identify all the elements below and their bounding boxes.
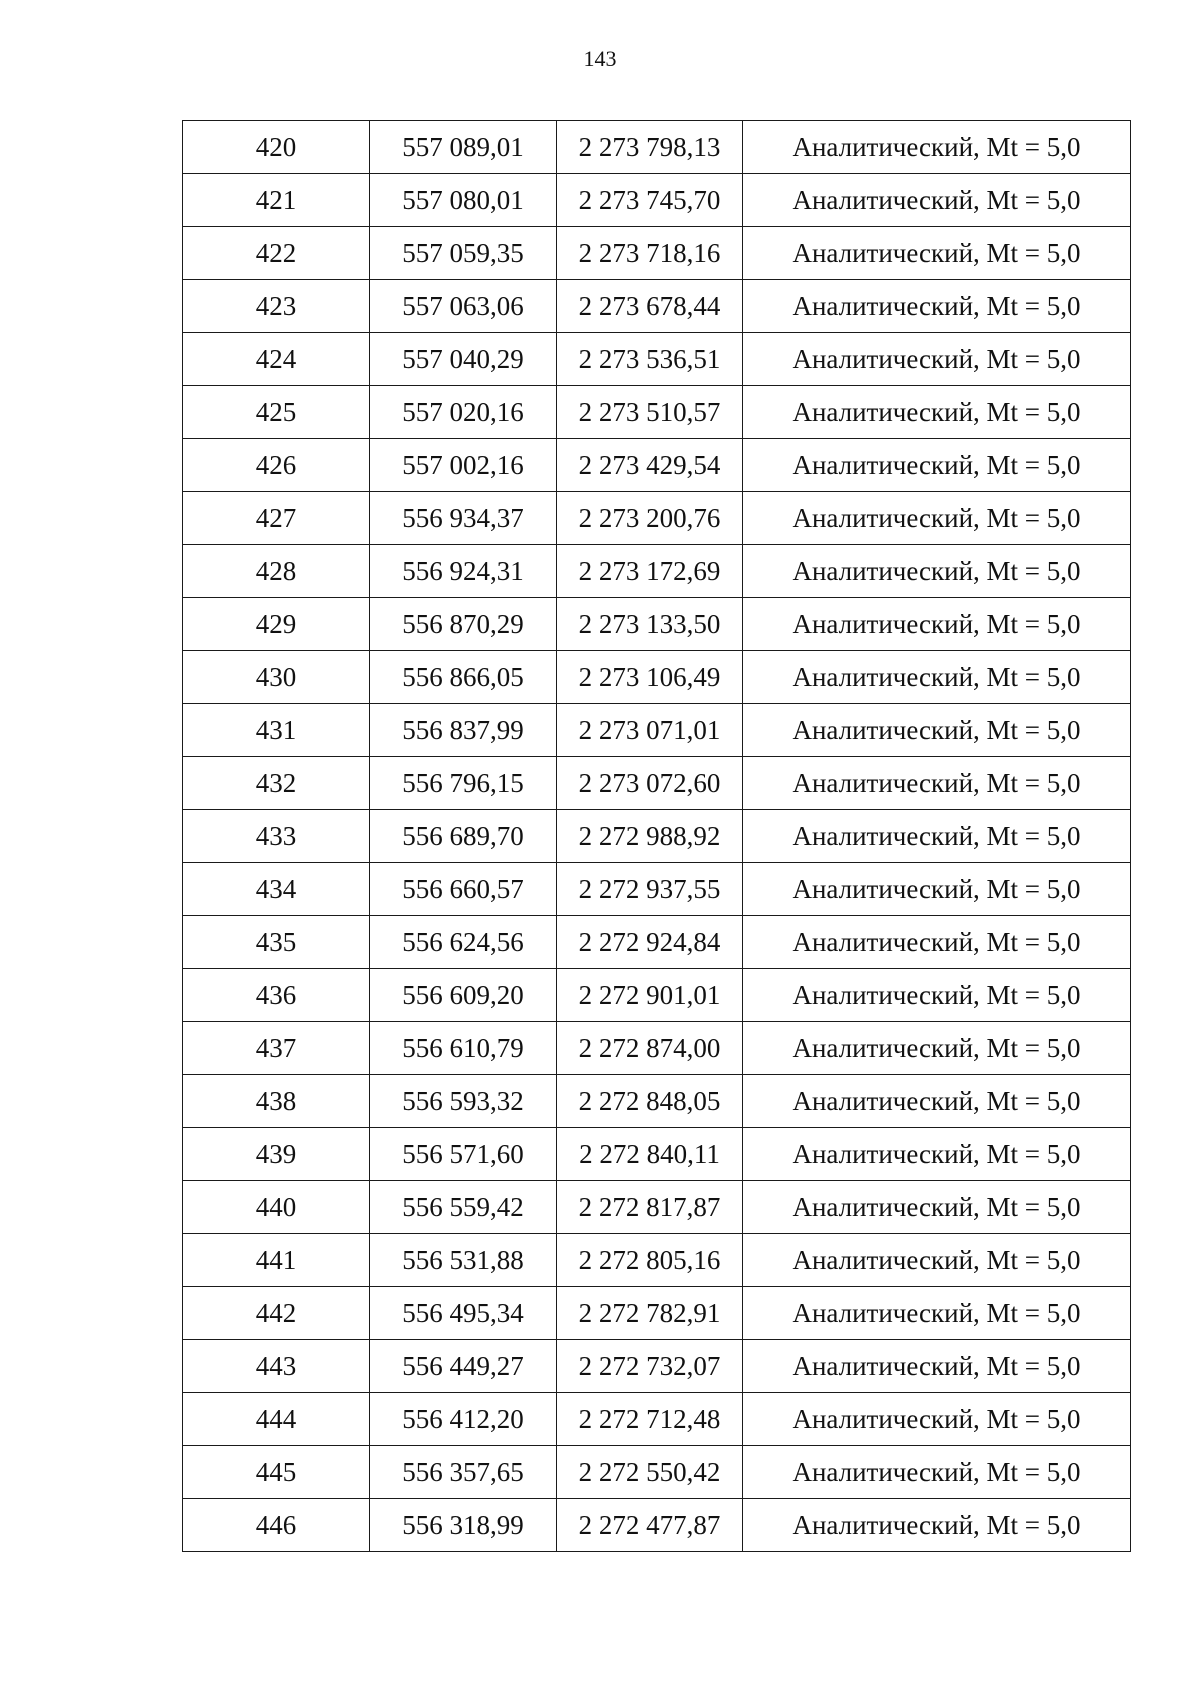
method-cell: Аналитический, Mt = 5,0 [743, 1499, 1131, 1552]
method-cell: Аналитический, Mt = 5,0 [743, 439, 1131, 492]
point-number-cell: 437 [183, 1022, 370, 1075]
point-number-cell: 424 [183, 333, 370, 386]
table-row [183, 545, 1131, 598]
point-number-cell: 430 [183, 651, 370, 704]
x-coordinate-cell: 556 531,88 [370, 1234, 557, 1287]
x-coordinate-cell: 556 796,15 [370, 757, 557, 810]
table-row [183, 333, 1131, 386]
page-number: 143 [583, 46, 617, 71]
method-cell: Аналитический, Mt = 5,0 [743, 121, 1131, 174]
point-number-cell: 427 [183, 492, 370, 545]
table-row [183, 1181, 1131, 1234]
method-cell: Аналитический, Mt = 5,0 [743, 704, 1131, 757]
table-row [183, 492, 1131, 545]
y-coordinate-cell: 2 272 848,05 [557, 1075, 743, 1128]
table-row [183, 1022, 1131, 1075]
point-number-cell: 429 [183, 598, 370, 651]
x-coordinate-cell: 556 837,99 [370, 704, 557, 757]
table-row [183, 1287, 1131, 1340]
table-row [183, 757, 1131, 810]
table-row [183, 1234, 1131, 1287]
point-number-cell: 438 [183, 1075, 370, 1128]
table-row [183, 1393, 1131, 1446]
table-body [183, 121, 1131, 1552]
method-cell: Аналитический, Mt = 5,0 [743, 810, 1131, 863]
y-coordinate-cell: 2 272 988,92 [557, 810, 743, 863]
table-row [183, 1075, 1131, 1128]
method-cell: Аналитический, Mt = 5,0 [743, 1446, 1131, 1499]
point-number-cell: 431 [183, 704, 370, 757]
method-cell: Аналитический, Mt = 5,0 [743, 1340, 1131, 1393]
y-coordinate-cell: 2 272 732,07 [557, 1340, 743, 1393]
y-coordinate-cell: 2 273 071,01 [557, 704, 743, 757]
y-coordinate-cell: 2 273 106,49 [557, 651, 743, 704]
y-coordinate-cell: 2 273 536,51 [557, 333, 743, 386]
table-row [183, 704, 1131, 757]
y-coordinate-cell: 2 272 477,87 [557, 1499, 743, 1552]
point-number-cell: 439 [183, 1128, 370, 1181]
y-coordinate-cell: 2 273 798,13 [557, 121, 743, 174]
method-cell: Аналитический, Mt = 5,0 [743, 651, 1131, 704]
point-number-cell: 425 [183, 386, 370, 439]
point-number-cell: 422 [183, 227, 370, 280]
method-cell: Аналитический, Mt = 5,0 [743, 969, 1131, 1022]
x-coordinate-cell: 556 924,31 [370, 545, 557, 598]
x-coordinate-cell: 556 934,37 [370, 492, 557, 545]
y-coordinate-cell: 2 273 172,69 [557, 545, 743, 598]
x-coordinate-cell: 557 040,29 [370, 333, 557, 386]
method-cell: Аналитический, Mt = 5,0 [743, 333, 1131, 386]
method-cell: Аналитический, Mt = 5,0 [743, 1287, 1131, 1340]
table-row [183, 1340, 1131, 1393]
y-coordinate-cell: 2 273 718,16 [557, 227, 743, 280]
point-number-cell: 420 [183, 121, 370, 174]
method-cell: Аналитический, Mt = 5,0 [743, 1022, 1131, 1075]
method-cell: Аналитический, Mt = 5,0 [743, 1128, 1131, 1181]
point-number-cell: 428 [183, 545, 370, 598]
table-row [183, 916, 1131, 969]
table-row [183, 810, 1131, 863]
y-coordinate-cell: 2 272 874,00 [557, 1022, 743, 1075]
y-coordinate-cell: 2 272 901,01 [557, 969, 743, 1022]
x-coordinate-cell: 556 870,29 [370, 598, 557, 651]
table-row [183, 174, 1131, 227]
y-coordinate-cell: 2 272 550,42 [557, 1446, 743, 1499]
x-coordinate-cell: 556 559,42 [370, 1181, 557, 1234]
y-coordinate-cell: 2 272 937,55 [557, 863, 743, 916]
x-coordinate-cell: 557 002,16 [370, 439, 557, 492]
table-row [183, 1128, 1131, 1181]
y-coordinate-cell: 2 272 817,87 [557, 1181, 743, 1234]
point-number-cell: 426 [183, 439, 370, 492]
x-coordinate-cell: 556 866,05 [370, 651, 557, 704]
table-row [183, 439, 1131, 492]
method-cell: Аналитический, Mt = 5,0 [743, 1234, 1131, 1287]
table-row [183, 386, 1131, 439]
table-row [183, 121, 1131, 174]
x-coordinate-cell: 556 593,32 [370, 1075, 557, 1128]
x-coordinate-cell: 556 689,70 [370, 810, 557, 863]
point-number-cell: 432 [183, 757, 370, 810]
point-number-cell: 441 [183, 1234, 370, 1287]
coordinates-table [182, 120, 1131, 1552]
point-number-cell: 423 [183, 280, 370, 333]
x-coordinate-cell: 557 020,16 [370, 386, 557, 439]
point-number-cell: 440 [183, 1181, 370, 1234]
method-cell: Аналитический, Mt = 5,0 [743, 545, 1131, 598]
x-coordinate-cell: 556 624,56 [370, 916, 557, 969]
x-coordinate-cell: 556 318,99 [370, 1499, 557, 1552]
y-coordinate-cell: 2 272 712,48 [557, 1393, 743, 1446]
point-number-cell: 435 [183, 916, 370, 969]
y-coordinate-cell: 2 272 805,16 [557, 1234, 743, 1287]
table-row [183, 280, 1131, 333]
table-row [183, 1499, 1131, 1552]
y-coordinate-cell: 2 273 200,76 [557, 492, 743, 545]
y-coordinate-cell: 2 273 745,70 [557, 174, 743, 227]
table-row [183, 969, 1131, 1022]
point-number-cell: 436 [183, 969, 370, 1022]
y-coordinate-cell: 2 272 782,91 [557, 1287, 743, 1340]
table-row [183, 227, 1131, 280]
method-cell: Аналитический, Mt = 5,0 [743, 1393, 1131, 1446]
method-cell: Аналитический, Mt = 5,0 [743, 1075, 1131, 1128]
method-cell: Аналитический, Mt = 5,0 [743, 492, 1131, 545]
y-coordinate-cell: 2 273 510,57 [557, 386, 743, 439]
x-coordinate-cell: 556 609,20 [370, 969, 557, 1022]
table-row [183, 863, 1131, 916]
point-number-cell: 446 [183, 1499, 370, 1552]
table-row [183, 598, 1131, 651]
table-row [183, 1446, 1131, 1499]
y-coordinate-cell: 2 272 924,84 [557, 916, 743, 969]
y-coordinate-cell: 2 273 133,50 [557, 598, 743, 651]
point-number-cell: 442 [183, 1287, 370, 1340]
point-number-cell: 433 [183, 810, 370, 863]
method-cell: Аналитический, Mt = 5,0 [743, 863, 1131, 916]
method-cell: Аналитический, Mt = 5,0 [743, 1181, 1131, 1234]
point-number-cell: 444 [183, 1393, 370, 1446]
method-cell: Аналитический, Mt = 5,0 [743, 280, 1131, 333]
table-row [183, 651, 1131, 704]
y-coordinate-cell: 2 273 678,44 [557, 280, 743, 333]
method-cell: Аналитический, Mt = 5,0 [743, 386, 1131, 439]
y-coordinate-cell: 2 273 429,54 [557, 439, 743, 492]
x-coordinate-cell: 556 571,60 [370, 1128, 557, 1181]
x-coordinate-cell: 556 412,20 [370, 1393, 557, 1446]
x-coordinate-cell: 557 059,35 [370, 227, 557, 280]
method-cell: Аналитический, Mt = 5,0 [743, 598, 1131, 651]
point-number-cell: 434 [183, 863, 370, 916]
x-coordinate-cell: 557 080,01 [370, 174, 557, 227]
point-number-cell: 421 [183, 174, 370, 227]
point-number-cell: 445 [183, 1446, 370, 1499]
y-coordinate-cell: 2 273 072,60 [557, 757, 743, 810]
x-coordinate-cell: 556 495,34 [370, 1287, 557, 1340]
method-cell: Аналитический, Mt = 5,0 [743, 916, 1131, 969]
point-number-cell: 443 [183, 1340, 370, 1393]
y-coordinate-cell: 2 272 840,11 [557, 1128, 743, 1181]
x-coordinate-cell: 556 660,57 [370, 863, 557, 916]
x-coordinate-cell: 556 357,65 [370, 1446, 557, 1499]
x-coordinate-cell: 556 449,27 [370, 1340, 557, 1393]
x-coordinate-cell: 557 089,01 [370, 121, 557, 174]
x-coordinate-cell: 557 063,06 [370, 280, 557, 333]
x-coordinate-cell: 556 610,79 [370, 1022, 557, 1075]
method-cell: Аналитический, Mt = 5,0 [743, 227, 1131, 280]
method-cell: Аналитический, Mt = 5,0 [743, 174, 1131, 227]
method-cell: Аналитический, Mt = 5,0 [743, 757, 1131, 810]
